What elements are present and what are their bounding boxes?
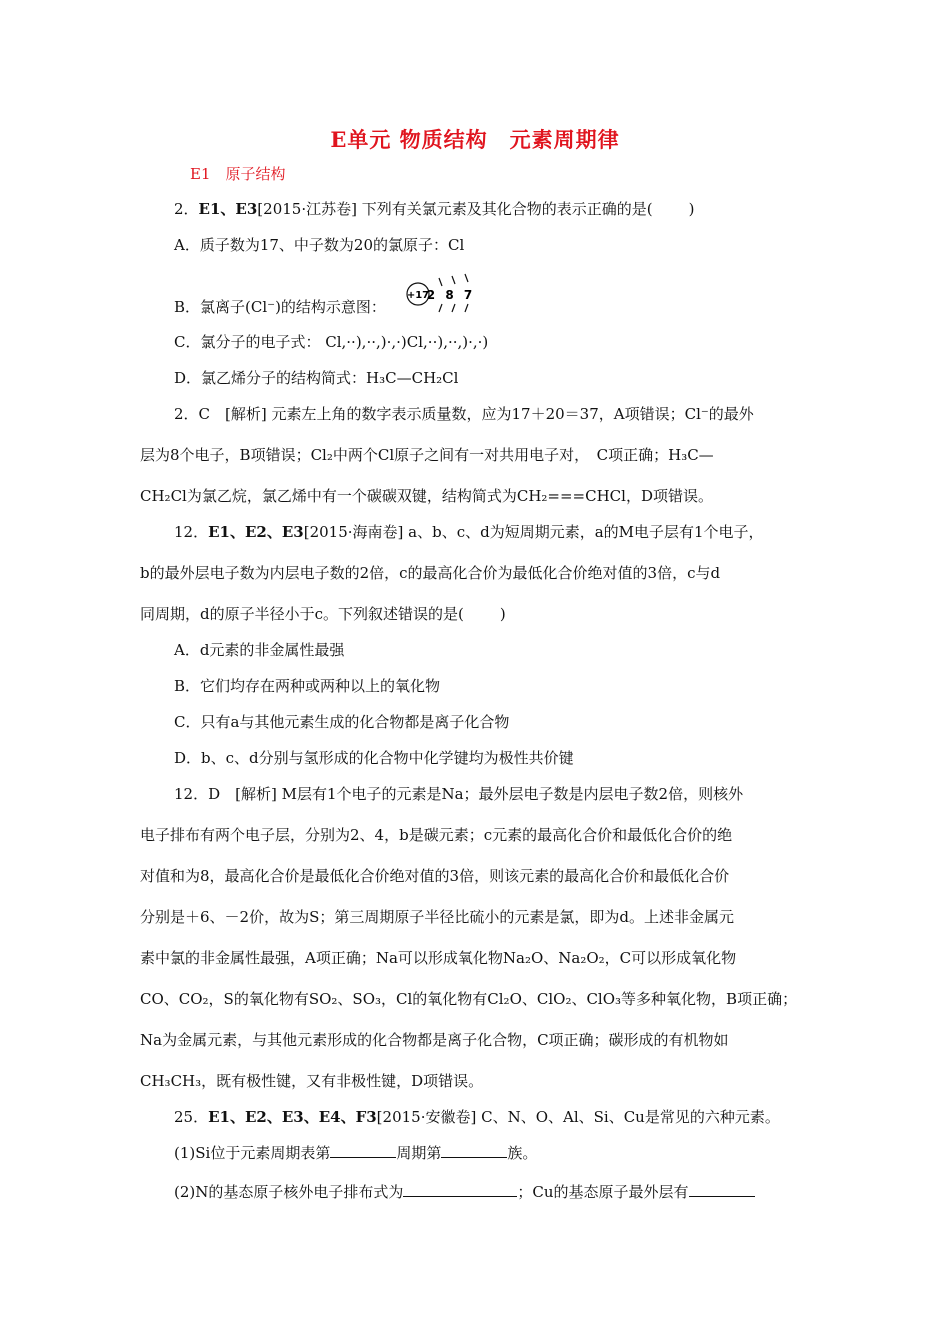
q25-part-1: [174, 1143, 537, 1163]
a2-line-3: CH₂Cl为氯乙烷，氯乙烯中有一个碳碳双键，结构简式为CH₂===CHCl，D项错误。: [140, 487, 713, 505]
answer-blank: [403, 1182, 517, 1197]
a12-line-8: CH₃CH₃，既有极性键，又有非极性键，D项错误。: [140, 1072, 484, 1090]
answer-blank: [689, 1182, 755, 1197]
q2-number: 2．: [174, 200, 199, 218]
answer-blank: [330, 1143, 396, 1158]
page-title: E单元 物质结构 元素周期律: [330, 127, 620, 152]
q2-option-b: B．氯离子(Cl⁻)的结构示意图：: [174, 298, 386, 316]
diagram-nucleus: +17: [406, 290, 430, 301]
a12-line-7: Na为金属元素，与其他元素形成的化合物都是离子化合物，C项正确；碳形成的有机物如: [140, 1031, 729, 1049]
q12-source: [2015·海南卷]: [303, 523, 404, 541]
q2-source: [2015·江苏卷]: [257, 200, 357, 218]
chlorine-ion-structure-diagram: [404, 272, 484, 322]
section-heading: E1 原子结构: [190, 165, 286, 183]
q25-source: [2015·安徽卷]: [376, 1108, 477, 1126]
q2-paren-close: ): [688, 200, 695, 218]
q25-part-2-a: (2)N的基态原子核外电子排布式为: [174, 1183, 404, 1201]
a12-line-4: 分别是＋6、－2价，故为S；第三周期原子半径比硫小的元素是氯，即为d。上述非金属元: [140, 908, 734, 926]
q12-option-c: C．只有a与其他元素生成的化合物都是离子化合物: [174, 713, 510, 731]
q25-part-2: [174, 1182, 755, 1202]
diagram-shell-electrons: 2 8 7: [426, 288, 476, 302]
q25-stem: [174, 1107, 780, 1127]
q2-option-d: D．氯乙烯分子的结构简式：H₃C—CH₂Cl: [174, 369, 459, 387]
q12-number: 12．: [174, 523, 209, 541]
a12-line-5: 素中氯的非金属性最强，A项正确；Na可以形成氧化物Na₂O、Na₂O₂，C可以形成氧化物: [140, 949, 737, 967]
q12-tags: E1、E2、E3: [208, 523, 304, 541]
q12-option-a: A．d元素的非金属性最强: [174, 641, 345, 659]
q2-tags: E1、E3: [198, 200, 258, 218]
q25-tags: E1、E2、E3、E4、F3: [208, 1108, 377, 1126]
q12-text: a、b、c、d为短周期元素，a的M电子层有1个电子，: [403, 523, 764, 541]
q25-number: 25．: [174, 1108, 209, 1126]
q2-stem: [174, 199, 694, 219]
q25-part-2-b: ；Cu的基态原子最外层有: [517, 1183, 689, 1201]
q12-line-3-text: 同周期，d的原子半径小于c。下列叙述错误的是(: [140, 605, 464, 623]
q25-part-1-c: 族。: [507, 1144, 538, 1162]
a2-line-2: 层为8个电子，B项错误；Cl₂中两个Cl原子之间有一对共用电子对， C项正确；H₃C—: [140, 446, 714, 464]
q12-stem: [174, 522, 764, 542]
q25-part-1-b: 周期第: [396, 1144, 442, 1162]
a12-line-2: 电子排布有两个电子层，分别为2、4，b是碳元素；c元素的最高化合价和最低化合价的绝: [140, 826, 733, 844]
q2-option-a: A．质子数为17、中子数为20的氯原子：Cl: [174, 236, 465, 254]
q12-option-b: B．它们均存在两种或两种以上的氧化物: [174, 677, 441, 695]
q12-option-d: D．b、c、d分别与氢形成的化合物中化学键均为极性共价键: [174, 749, 574, 767]
answer-blank: [441, 1143, 507, 1158]
a12-line-6: CO、CO₂，S的氧化物有SO₂、SO₃，Cl的氧化物有Cl₂O、ClO₂、ClO₃等多种氧化物，B项正确；: [140, 990, 798, 1008]
a2-line-1: 2．C [解析] 元素左上角的数字表示质量数，应为17＋20＝37，A项错误；Cl⁻的最外: [174, 405, 754, 423]
q12-line-3: [140, 604, 506, 624]
a12-line-1: 12．D [解析] M层有1个电子的元素是Na；最外层电子数是内层电子数2倍，则核外: [174, 785, 744, 803]
a12-line-3: 对值和为8，最高化合价是最低化合价绝对值的3倍，则该元素的最高化合价和最低化合价: [140, 867, 730, 885]
q12-paren-close: ): [499, 605, 506, 623]
q25-part-1-a: (1)Si位于元素周期表第: [174, 1144, 331, 1162]
q2-text: 下列有关氯元素及其化合物的表示正确的是(: [356, 200, 653, 218]
q12-line-2: b的最外层电子数为内层电子数的2倍，c的最高化合价为最低化合价绝对值的3倍，c与d: [140, 564, 721, 582]
q25-text: C、N、O、Al、Si、Cu是常见的六种元素。: [476, 1108, 780, 1126]
q2-option-c: C．氯分子的电子式： Cl,··),··,)·,·)Cl,··),··,)·,·): [174, 333, 489, 351]
